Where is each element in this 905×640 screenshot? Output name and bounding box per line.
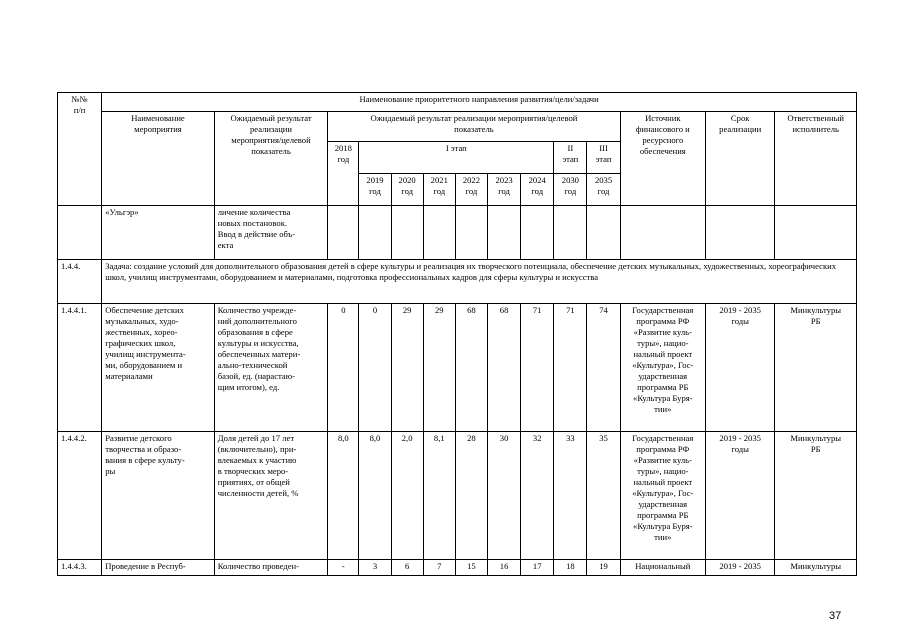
header-expected-by-year-cell: Ожидаемый результат реализации мероприятия/целевой показатель xyxy=(328,112,620,142)
value-2022: 68 xyxy=(455,304,487,432)
row-term-cell: 2019 - 2035 годы xyxy=(706,304,775,432)
header-year-cell: 2019 год xyxy=(359,174,391,206)
row-source-cell: Государственная программа РФ «Развитие куль- туры», нацио- нальный проект «Культура», Гос- ударственная программа РБ «Культура Буря- тии» xyxy=(620,304,705,432)
row-responsible-cell: Минкультуры РБ xyxy=(775,432,857,560)
value-2035: 35 xyxy=(587,432,620,560)
row-event-cell: Обеспечение детских музыкальных, худо- жественных, хорео- графических школ, училищ инструмента- ми, оборудованием и материалами xyxy=(102,304,215,432)
empty-cell xyxy=(487,206,520,260)
empty-cell xyxy=(328,206,359,260)
row-expected-cell: Количество учрежде- ний дополнительного образования в сфере культуры и искусства, обеспеченных матери- ально-технической базой, ед. (нарастаю- щим итогом), ед. xyxy=(214,304,328,432)
header-event-cell: Наименование мероприятия xyxy=(102,112,215,206)
header-year-cell: 2022 год xyxy=(455,174,487,206)
header-2018-cell: 2018 год xyxy=(328,142,359,206)
page-number: 37 xyxy=(829,610,842,622)
table-row xyxy=(58,304,857,432)
row-event-cell: Проведение в Респуб- xyxy=(102,560,215,576)
value-2021: 7 xyxy=(423,560,455,576)
value-2030: 18 xyxy=(554,560,587,576)
header-stage3-cell: III этап xyxy=(587,142,620,174)
row-expected-cell: Доля детей до 17 лет (включительно), при- влекаемых к участию в творческих меро- приятиях, от общей численности детей, % xyxy=(214,432,328,560)
header-year-cell: 2023 год xyxy=(487,174,520,206)
value-2021: 8,1 xyxy=(423,432,455,560)
value-2018: - xyxy=(328,560,359,576)
row-term-cell: 2019 - 2035 xyxy=(706,560,775,576)
header-year-cell: 2024 год xyxy=(521,174,554,206)
header-year-cell: 2020 год xyxy=(391,174,423,206)
empty-cell xyxy=(775,206,857,260)
continuation-row xyxy=(58,206,857,260)
row-number-cell: 1.4.4.2. xyxy=(58,432,102,560)
header-row-1 xyxy=(58,93,857,112)
row-term-cell: 2019 - 2035 годы xyxy=(706,432,775,560)
header-row-2 xyxy=(58,112,857,142)
value-2023: 30 xyxy=(487,432,520,560)
header-number-cell: №№ п/п xyxy=(58,93,102,206)
continuation-expected-cell: личение количества новых постановок. Ввод в действие объ- екта xyxy=(214,206,328,260)
activity-plan-table xyxy=(57,92,857,576)
task-row xyxy=(58,260,857,304)
value-2024: 32 xyxy=(521,432,554,560)
value-2019: 3 xyxy=(359,560,391,576)
value-2023: 16 xyxy=(487,560,520,576)
value-2021: 29 xyxy=(423,304,455,432)
empty-cell xyxy=(620,206,705,260)
table-row xyxy=(58,432,857,560)
row-source-cell: Национальный xyxy=(620,560,705,576)
row-expected-cell: Количество проведен- xyxy=(214,560,328,576)
value-2020: 6 xyxy=(391,560,423,576)
header-direction-cell: Наименование приоритетного направления развития/цели/задачи xyxy=(102,93,857,112)
value-2019: 8,0 xyxy=(359,432,391,560)
value-2020: 2,0 xyxy=(391,432,423,560)
empty-cell xyxy=(554,206,587,260)
task-text-cell: Задача: создание условий для дополнительного образования детей в сфере культуры и реализация их творческого потенциала, обеспечение детских музыкальных, художественных, хореографических школ, училищ инструментами, оборудованием и материалами, подготовка профессиональных кадров для сферы культуры и искусства xyxy=(102,260,857,304)
header-year-cell: 2035 год xyxy=(587,174,620,206)
row-number-cell: 1.4.4.1. xyxy=(58,304,102,432)
continuation-number-cell xyxy=(58,206,102,260)
empty-cell xyxy=(706,206,775,260)
value-2035: 19 xyxy=(587,560,620,576)
value-2024: 71 xyxy=(521,304,554,432)
value-2022: 15 xyxy=(455,560,487,576)
header-stage2-cell: II этап xyxy=(554,142,587,174)
empty-cell xyxy=(359,206,391,260)
row-responsible-cell: Минкультуры РБ xyxy=(775,304,857,432)
value-2024: 17 xyxy=(521,560,554,576)
row-event-cell: Развитие детского творчества и образо- вания в сфере культу- ры xyxy=(102,432,215,560)
empty-cell xyxy=(391,206,423,260)
value-2018: 8,0 xyxy=(328,432,359,560)
continuation-event-cell: «Ульгэр» xyxy=(102,206,215,260)
header-term-cell: Срок реализации xyxy=(706,112,775,206)
empty-cell xyxy=(455,206,487,260)
row-source-cell: Государственная программа РФ «Развитие куль- туры», нацио- нальный проект «Культура», Гос- ударственная программа РБ «Культура Буря- тии» xyxy=(620,432,705,560)
header-expected-cell: Ожидаемый результат реализации мероприятия/целевой показатель xyxy=(214,112,328,206)
value-2018: 0 xyxy=(328,304,359,432)
value-2022: 28 xyxy=(455,432,487,560)
task-number-cell: 1.4.4. xyxy=(58,260,102,304)
header-responsible-cell: Ответственный исполнитель xyxy=(775,112,857,206)
row-responsible-cell: Минкультуры xyxy=(775,560,857,576)
empty-cell xyxy=(521,206,554,260)
value-2020: 29 xyxy=(391,304,423,432)
row-number-cell: 1.4.4.3. xyxy=(58,560,102,576)
value-2030: 71 xyxy=(554,304,587,432)
empty-cell xyxy=(587,206,620,260)
value-2023: 68 xyxy=(487,304,520,432)
header-year-cell: 2030 год xyxy=(554,174,587,206)
value-2030: 33 xyxy=(554,432,587,560)
value-2019: 0 xyxy=(359,304,391,432)
header-source-cell: Источник финансового и ресурсного обеспечения xyxy=(620,112,705,206)
header-year-cell: 2021 год xyxy=(423,174,455,206)
header-stage1-cell: I этап xyxy=(359,142,554,174)
table-row xyxy=(58,560,857,576)
value-2035: 74 xyxy=(587,304,620,432)
empty-cell xyxy=(423,206,455,260)
